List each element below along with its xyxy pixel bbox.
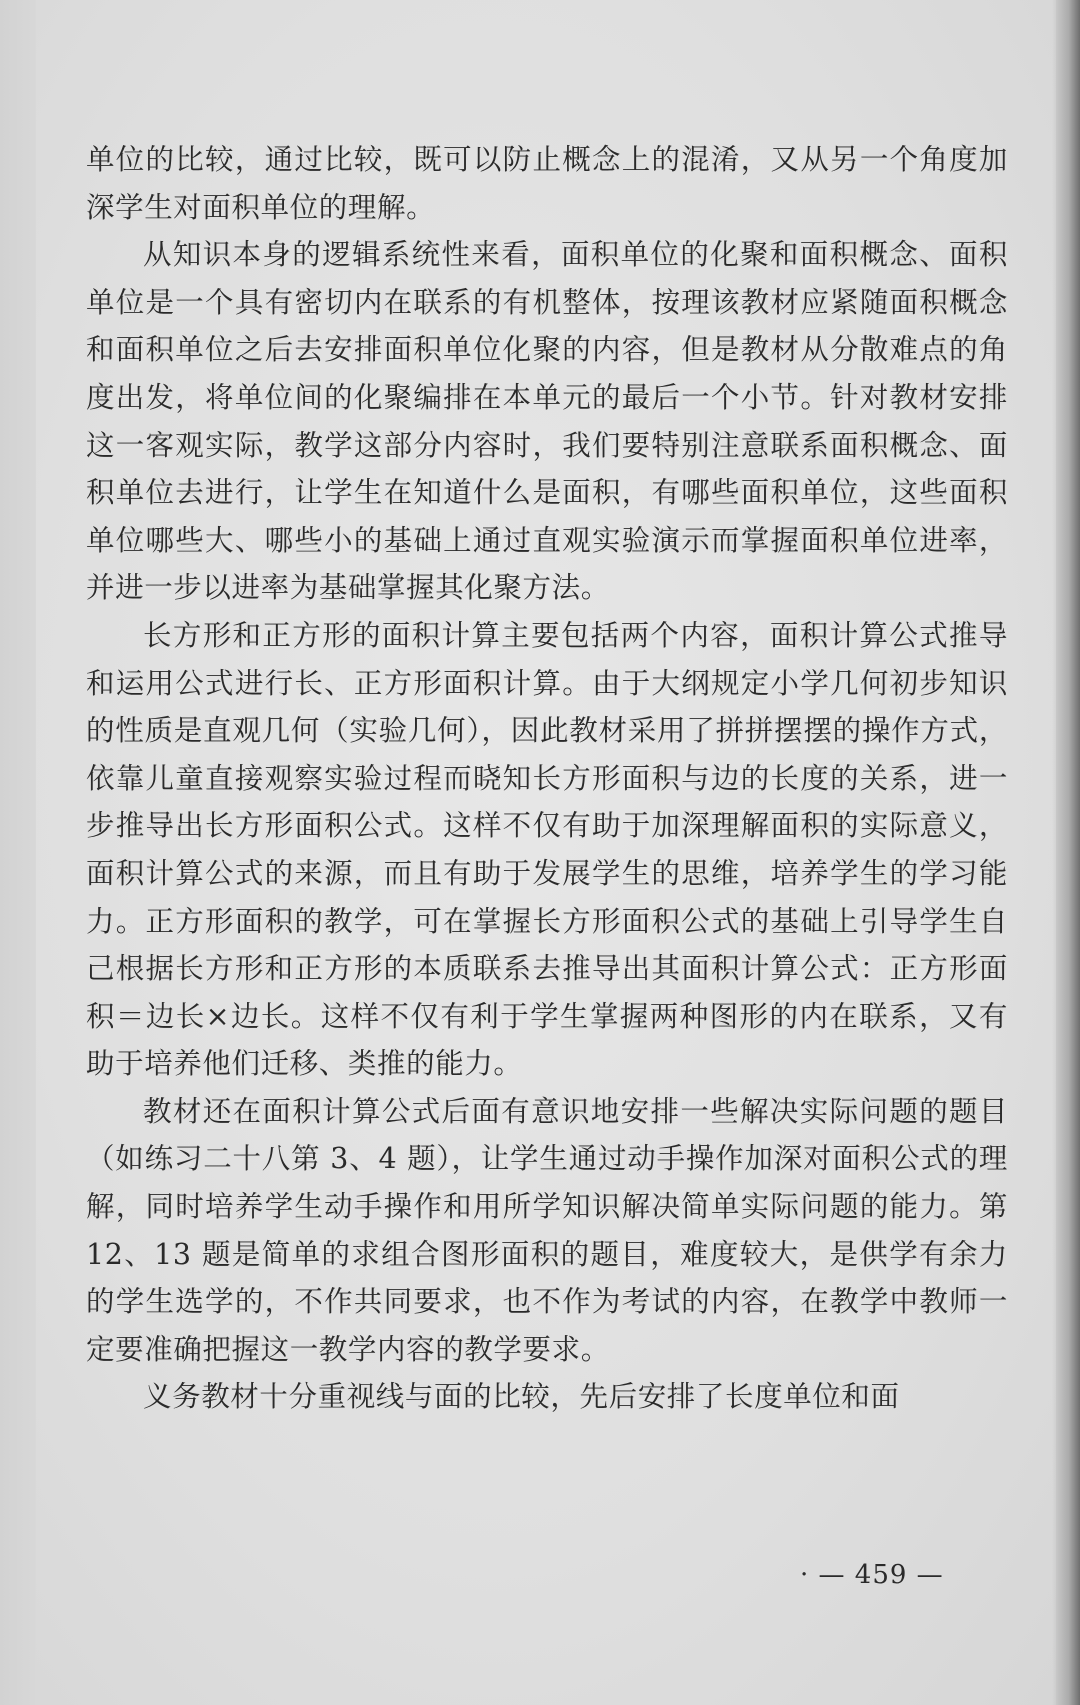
paragraph-continuation: 单位的比较，通过比较，既可以防止概念上的混淆，又从另一个角度加深学生对面积单位的理解。 — [86, 143, 1008, 224]
paragraph: 长方形和正方形的面积计算主要包括两个内容，面积计算公式推导和运用公式进行长、正方形面积计算。由于大纲规定小学几何初步知识的性质是直观几何（实验几何），因此教材采用了拼拼摆摆的操作方式，依靠儿童直接观察实验过程而晓知长方形面积与边的长度的关系，进一步推导出长方形面积公式。这样不仅有助于加深理解面积的实际意义，面积计算公式的来源，而且有助于发展学生的思维，培养学生的学习能力。正方形面积的教学，可在掌握长方形面积公式的基础上引导学生自己根据长方形和正方形的本质联系去推导出其面积计算公式：正方形面积＝边长×边长。这样不仅有利于学生掌握两种图形的内在联系，又有助于培养他们迁移、类推的能力。 — [86, 618, 1008, 1081]
page-number: · — 459 — — [800, 1560, 944, 1590]
paragraph: 教材还在面积计算公式后面有意识地安排一些解决实际问题的题目（如练习二十八第 3、4 题），让学生通过动手操作加深对面积公式的理解，同时培养学生动手操作和用所学知识解决简单实际问题的能力。第 12、13 题是简单的求组合图形面积的题目，难度较大，是供学有余力的学生选学的，不作共同要求，也不作为考试的内容，在教学中教师一定要准确把握这一教学内容的教学要求。 — [86, 1094, 1008, 1366]
paragraph: 义务教材十分重视线与面的比较，先后安排了长度单位和面 — [143, 1380, 900, 1414]
body-text — [86, 136, 1008, 1421]
page-edge-shadow — [1052, 0, 1080, 1705]
paragraph: 从知识本身的逻辑系统性来看，面积单位的化聚和面积概念、面积单位是一个具有密切内在联系的有机整体，按理该教材应紧随面积概念和面积单位之后去安排面积单位化聚的内容，但是教材从分散难点的角度出发，将单位间的化聚编排在本单元的最后一个小节。针对教材安排这一客观实际，教学这部分内容时，我们要特别注意联系面积概念、面积单位去进行，让学生在知道什么是面积，有哪些面积单位，这些面积单位哪些大、哪些小的基础上通过直观实验演示而掌握面积单位进率，并进一步以进率为基础掌握其化聚方法。 — [86, 238, 1008, 605]
